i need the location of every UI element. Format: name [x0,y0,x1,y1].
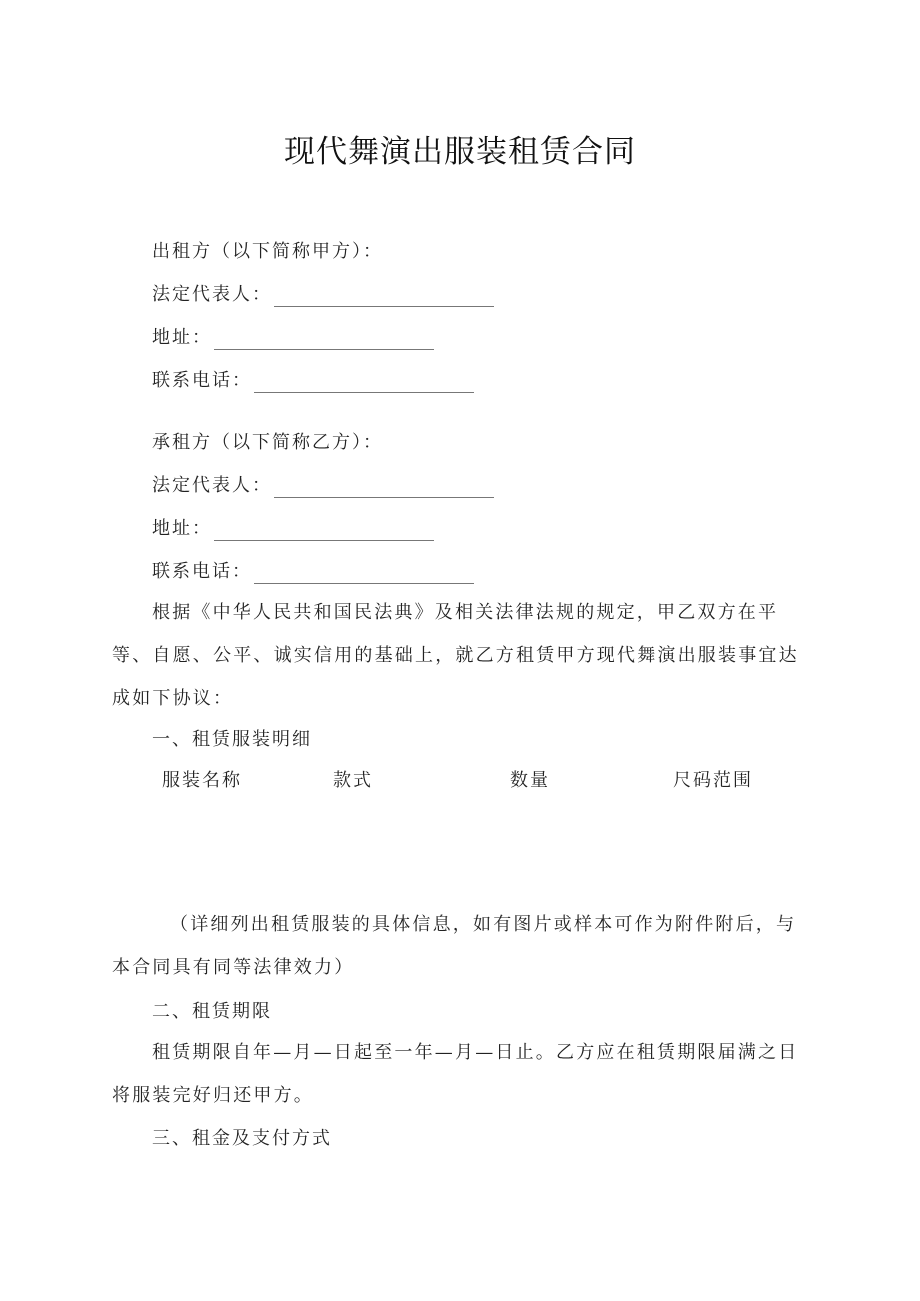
lessor-phone-label: 联系电话： [152,370,252,391]
lessee-phone-label: 联系电话： [152,561,252,582]
lessor-heading: 出租方（以下简称甲方）： [152,241,383,262]
table-header-style: 款式 [333,770,373,791]
lessee-rep-label: 法定代表人： [152,475,272,496]
section2-heading: 二、租赁期限 [152,1001,272,1022]
lessee-phone-row [152,560,474,584]
section1-note: （详细列出租赁服装的具体信息，如有图片或样本可作为附件附后，与本合同具有同等法律效力） [112,914,797,978]
lessor-rep-label: 法定代表人： [152,284,272,305]
section2-text: 租赁期限自年—月—日起至一年—月—日止。乙方应在租赁期限届满之日将服装完好归还甲方。 [112,1042,799,1106]
lessor-rep-blank[interactable] [274,288,494,307]
section3-heading: 三、租金及支付方式 [152,1128,332,1149]
lessor-address-blank[interactable] [214,331,434,350]
table-header-quantity: 数量 [510,770,550,791]
lessee-rep-row [152,474,494,498]
lessee-address-label: 地址： [152,518,212,539]
document-title: 现代舞演出服装租赁合同 [284,134,636,170]
lessee-rep-blank[interactable] [274,479,494,498]
table-header-name: 服装名称 [162,770,242,791]
table-header-size: 尺码范围 [673,770,753,791]
lessee-address-row [152,517,434,541]
lessor-rep-row [152,283,494,307]
lessor-phone-row [152,369,474,393]
section1-heading: 一、租赁服装明细 [152,729,312,750]
preamble-paragraph: 根据《中华人民共和国民法典》及相关法律法规的规定，甲乙双方在平等、自愿、公平、诚实信用的基础上，就乙方租赁甲方现代舞演出服装事宜达成如下协议： [112,602,799,709]
lessee-heading: 承租方（以下简称乙方）： [152,432,383,453]
lessee-address-blank[interactable] [214,522,434,541]
lessor-address-label: 地址： [152,327,212,348]
lessee-phone-blank[interactable] [254,565,474,584]
lessor-address-row [152,326,434,350]
lessor-phone-blank[interactable] [254,374,474,393]
